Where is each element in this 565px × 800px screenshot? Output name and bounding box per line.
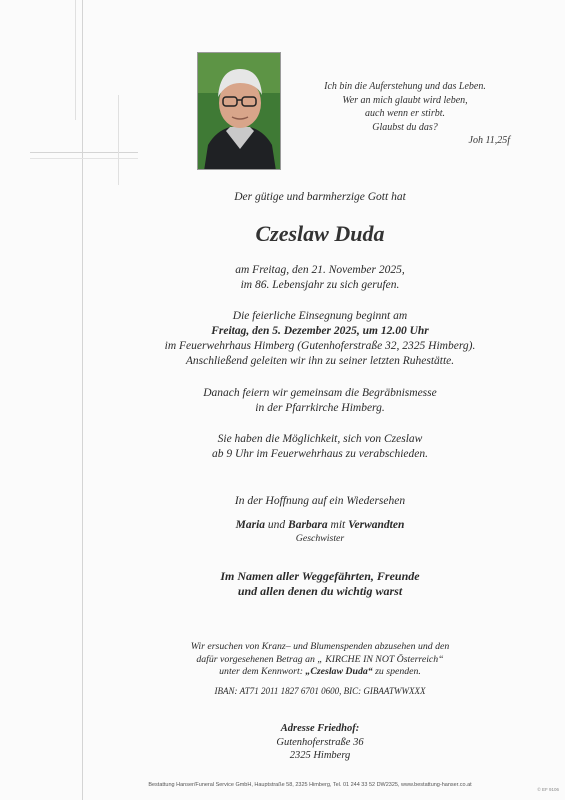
farewell-line: Sie haben die Möglichkeit, sich von Czeslaw	[217, 433, 423, 445]
ceremony-location: im Feuerwehrhaus Himberg (Gutenhoferstraße 32, 2325 Himberg).	[164, 340, 476, 352]
ceremony-line: Anschließend geleiten wir ihn zu seiner letzten Ruhestätte.	[185, 355, 455, 367]
mourner-name: Barbara	[288, 519, 328, 531]
hope-line: In der Hoffnung auf ein Wiedersehen	[234, 495, 406, 507]
funeral-service-footer: Bestattung Hanser/Funeral Service GmbH, Hauptstraße 58, 2325 Himberg, Tel. 01 244 33 52 DW2325, www.bestattung-hanser.co.at	[148, 782, 472, 788]
mourner-conjunction: und	[267, 519, 286, 531]
mass-line: in der Pfarrkirche Himberg.	[255, 402, 385, 414]
mourner-relatives: Verwandten	[348, 519, 405, 531]
portrait-photo	[197, 52, 281, 170]
ceremony-line: Die feierliche Einsegnung beginnt am	[232, 310, 408, 322]
bible-quote	[300, 80, 510, 148]
donation-keyword-intro: unter dem Kennwort:	[219, 666, 306, 677]
cemetery-title: Adresse Friedhof:	[280, 723, 360, 734]
death-notice	[110, 263, 530, 293]
companions-line: Im Namen aller Weggefährten, Freunde	[220, 569, 420, 583]
donation-line: dafür vorgesehenen Betrag an „ KIRCHE IN NOT Österreich“	[196, 653, 444, 665]
quote-line: Ich bin die Auferstehung und das Leben.	[324, 81, 486, 92]
death-line: im 86. Lebensjahr zu sich gerufen.	[240, 279, 400, 291]
cross-vertical-line	[82, 0, 83, 800]
ceremony-info	[110, 309, 530, 369]
document-code: © EF 9106	[537, 787, 559, 792]
cross-horizontal-line	[30, 152, 138, 153]
quote-line: Wer an mich glaubt wird leben,	[342, 94, 468, 106]
farewell-line: ab 9 Uhr im Feuerwehrhaus zu verabschieden.	[211, 448, 429, 460]
mass-line: Danach feiern wir gemeinsam die Begräbnismesse	[203, 387, 437, 399]
bank-details: IBAN: AT71 2011 1827 6701 0600, BIC: GIBAATWWXXX	[214, 686, 426, 696]
donation-line	[110, 666, 530, 679]
quote-line: auch wenn er stirbt.	[365, 108, 445, 119]
donation-request	[110, 641, 530, 679]
deceased-name: Czeslaw Duda	[255, 221, 385, 246]
mourner-conjunction: mit	[330, 519, 346, 531]
cross-horizontal-line-lower	[30, 158, 138, 159]
farewell-info	[110, 432, 530, 462]
companions-line: und allen denen du wichtig warst	[237, 584, 403, 598]
cross-vertical-line-outer	[75, 0, 76, 120]
death-line: am Freitag, den 21. November 2025,	[235, 264, 405, 276]
mourner-name: Maria	[235, 519, 266, 531]
donation-line: Wir ersuchen von Kranz– und Blumenspenden abzusehen und den	[190, 641, 450, 652]
mourners	[110, 518, 530, 546]
mass-info	[110, 386, 530, 416]
quote-line: Glaubst du das?	[372, 121, 438, 133]
donation-keyword-outro: zu spenden.	[372, 666, 421, 677]
cross-right-line	[118, 95, 119, 185]
quote-reference: Joh 11,25f	[468, 135, 510, 146]
donation-keyword: „Czeslaw Duda“	[305, 666, 373, 677]
cemetery-street: Gutenhoferstraße 36	[276, 736, 364, 748]
companions-text	[110, 569, 530, 599]
cemetery-address	[110, 722, 530, 763]
intro-text: Der gütige und barmherzige Gott hat	[234, 191, 406, 203]
mourner-role: Geschwister	[295, 533, 345, 544]
portrait-illustration	[198, 53, 281, 170]
cemetery-city: 2325 Himberg	[289, 750, 351, 761]
mourners-names	[110, 518, 530, 533]
ceremony-date-time: Freitag, den 5. Dezember 2025, um 12.00 Uhr	[211, 325, 429, 337]
